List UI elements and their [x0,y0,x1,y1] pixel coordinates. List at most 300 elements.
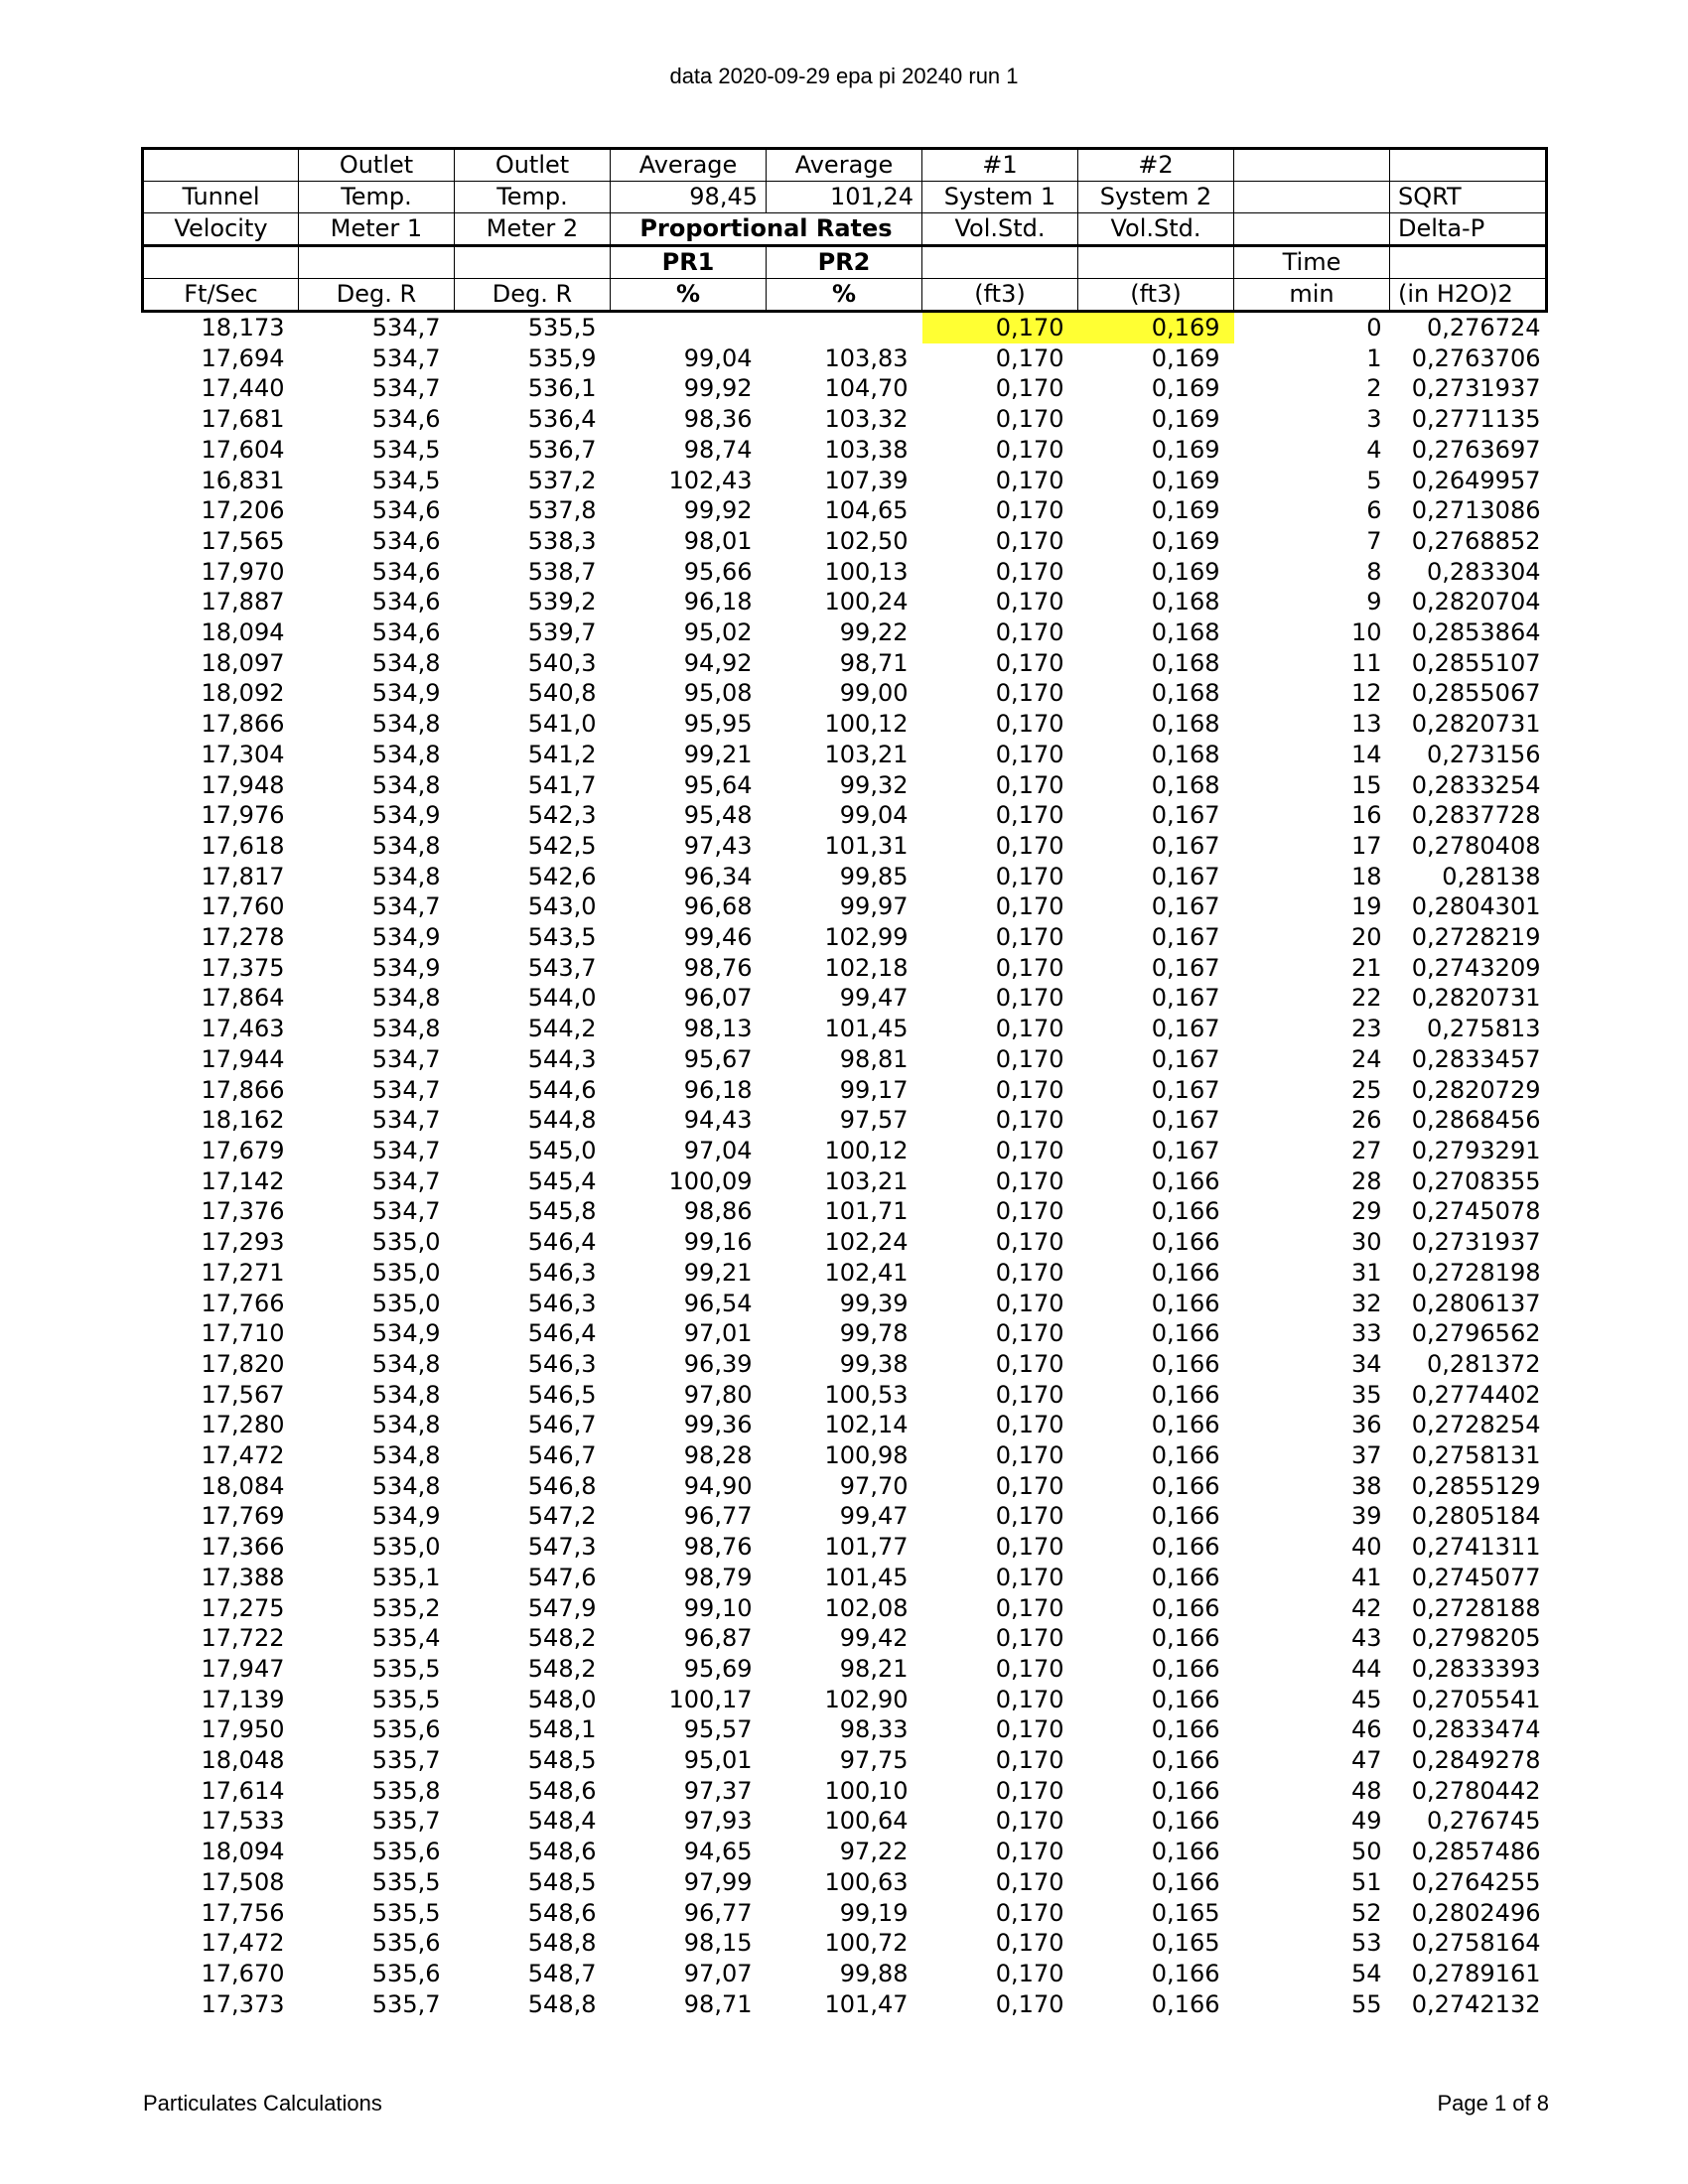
table-row [143,1014,1547,1044]
table-cell: 98,74 [683,435,753,464]
table-cell: 537,2 [527,466,597,494]
table-cell: 0,166 [1151,1228,1220,1257]
table-cell: 535,5 [371,1654,441,1683]
table-cell: 94,92 [683,648,753,677]
table-cell: 535,8 [371,1776,441,1805]
table-header [143,149,1547,312]
table-cell: 27 [1350,1136,1382,1164]
table-row [143,1501,1547,1532]
table-cell: 95,48 [683,801,753,830]
table-cell: 0,170 [995,648,1064,677]
table-cell: 19 [1350,892,1382,921]
table-cell: 99,85 [839,862,909,890]
header-cell: Deg. R [455,279,611,312]
table-cell: 542,5 [527,831,597,860]
table-cell: 548,8 [527,1929,597,1958]
table-cell: 547,2 [527,1502,597,1531]
table-cell: 17,304 [201,740,285,768]
table-cell: 39 [1350,1502,1382,1531]
table-cell: 534,7 [371,1044,441,1073]
table-cell: 0,170 [995,343,1064,372]
table-cell: 0,170 [995,405,1064,434]
table-row [143,343,1547,374]
table-cell: 0,170 [995,1989,1064,2018]
table-row [143,495,1547,526]
table-row [143,1380,1547,1411]
header-cell: Vol.Std. [1078,213,1234,246]
table-cell: 0,2849278 [1411,1746,1541,1775]
table-cell: 0,2731937 [1411,1228,1541,1257]
table-cell: 99,78 [839,1319,909,1348]
table-cell: 0,2758164 [1411,1929,1541,1958]
table-cell: 99,21 [683,1258,753,1287]
table-cell: 0,167 [1151,1044,1220,1073]
table-cell: 17,604 [201,435,285,464]
table-cell: 100,12 [824,710,909,739]
table-cell: 18 [1350,862,1382,890]
table-cell: 0,165 [1151,1898,1220,1927]
table-cell: 0,169 [1151,526,1220,555]
table-cell: 100,24 [824,588,909,616]
table-cell: 4 [1366,435,1382,464]
table-cell: 17,278 [201,923,285,952]
table-cell: 0,170 [995,1715,1064,1744]
table-cell: 40 [1350,1533,1382,1562]
table-row [143,1075,1547,1106]
table-cell: 0,166 [1151,1471,1220,1500]
table-cell: 95,57 [683,1715,753,1744]
table-cell: 46 [1350,1715,1382,1744]
table-cell: 548,2 [527,1624,597,1653]
table-row [143,770,1547,801]
data-table-wrapper [141,147,1545,2019]
table-cell: 17,766 [201,1289,285,1317]
table-cell: 536,1 [527,374,597,403]
table-cell: 97,70 [839,1471,909,1500]
table-cell: 98,01 [683,526,753,555]
table-cell: 30 [1350,1228,1382,1257]
table-cell: 99,92 [683,374,753,403]
table-cell: 0,170 [995,770,1064,799]
table-cell: 0,170 [995,1654,1064,1683]
table-cell: 102,08 [824,1593,909,1622]
table-cell: 0,2708355 [1411,1166,1541,1195]
table-cell: 0,166 [1151,1959,1220,1987]
table-row [143,1227,1547,1258]
header-cell: Velocity [143,213,299,246]
table-cell: 546,5 [527,1380,597,1409]
table-cell: 0,2705541 [1411,1685,1541,1713]
table-row [143,800,1547,831]
header-cell [299,246,455,279]
table-cell: 535,0 [371,1533,441,1562]
header-cell: Time [1234,246,1390,279]
highlighted-cell: 0,170 [922,312,1078,343]
table-cell: 17,817 [201,862,285,890]
table-row [143,891,1547,922]
table-row [143,1989,1547,2020]
table-cell: 103,21 [824,1166,909,1195]
table-cell: 0,167 [1151,862,1220,890]
table-cell: 548,2 [527,1654,597,1683]
table-cell: 0,2833457 [1411,1044,1541,1073]
table-cell: 0,170 [995,1959,1064,1987]
table-cell: 0,166 [1151,1166,1220,1195]
table-cell: 1 [1366,343,1382,372]
table-cell: 0,167 [1151,1136,1220,1164]
table-cell: 100,12 [824,1136,909,1164]
table-cell: 0 [1366,314,1382,341]
table-cell: 543,5 [527,923,597,952]
table-cell: 539,7 [527,618,597,647]
table-cell: 95,01 [683,1746,753,1775]
header-cell: min [1234,279,1390,312]
table-cell: 0,170 [995,1593,1064,1622]
table-cell: 0,2728219 [1411,923,1541,952]
header-cell: Meter 2 [455,213,611,246]
table-cell: 0,2857486 [1411,1838,1541,1866]
table-cell: 0,170 [995,1106,1064,1135]
table-row [143,1623,1547,1654]
table-cell: 534,7 [371,1166,441,1195]
table-cell: 16,831 [201,466,285,494]
table-cell: 99,22 [839,618,909,647]
table-cell: 0,170 [995,1807,1064,1836]
table-cell: 23 [1350,1015,1382,1043]
table-cell: 534,9 [371,923,441,952]
table-cell: 548,6 [527,1838,597,1866]
table-cell: 0,168 [1151,648,1220,677]
table-cell: 25 [1350,1075,1382,1104]
table-cell: 0,166 [1151,1654,1220,1683]
table-cell: 98,21 [839,1654,909,1683]
table-cell: 17,864 [201,984,285,1013]
table-cell: 98,81 [839,1044,909,1073]
header-cell: % [767,279,922,312]
table-cell: 0,166 [1151,1563,1220,1591]
header-cell [1234,149,1390,182]
table-cell: 17,388 [201,1563,285,1591]
table-cell: 534,6 [371,588,441,616]
table-row [143,1105,1547,1136]
table-cell: 96,54 [683,1289,753,1317]
table-cell: 0,2768852 [1411,526,1541,555]
table-cell: 0,281372 [1426,1349,1541,1378]
table-cell: 0,169 [1151,557,1220,586]
table-cell: 17,440 [201,374,285,403]
table-cell: 98,15 [683,1929,753,1958]
header-cell: Delta-P [1390,213,1547,246]
table-cell: 544,3 [527,1044,597,1073]
table-cell: 548,8 [527,1989,597,2018]
table-cell: 47 [1350,1746,1382,1775]
table-cell: 99,38 [839,1349,909,1378]
table-row [143,1318,1547,1349]
table-cell: 17,293 [201,1228,285,1257]
table-cell: 0,167 [1151,1106,1220,1135]
table-cell: 0,169 [1151,374,1220,403]
table-row [143,983,1547,1014]
table-cell: 542,3 [527,801,597,830]
table-cell: 534,7 [371,343,441,372]
table-cell: 0,170 [995,1349,1064,1378]
table-cell: 96,68 [683,892,753,921]
table-cell: 0,170 [995,1898,1064,1927]
table-cell: 104,65 [824,496,909,525]
table-cell: 0,275813 [1426,1015,1541,1043]
table-cell: 6 [1366,496,1382,525]
table-cell: 17,472 [201,1929,285,1958]
table-cell: 101,45 [824,1563,909,1591]
highlighted-cell: 0,169 [1078,312,1234,343]
table-cell: 17,820 [201,1349,285,1378]
table-cell: 9 [1366,588,1382,616]
table-cell: 99,21 [683,740,753,768]
table-cell: 0,170 [995,1197,1064,1226]
table-cell: 100,10 [824,1776,909,1805]
table-row [143,312,1547,343]
table-cell: 45 [1350,1685,1382,1713]
table-row [143,831,1547,862]
table-cell: 0,170 [995,1776,1064,1805]
table-cell: 535,5 [371,1867,441,1896]
table-cell: 102,18 [824,953,909,982]
table-cell: 0,166 [1151,1746,1220,1775]
table-cell: 547,6 [527,1563,597,1591]
table-cell: 0,169 [1151,466,1220,494]
header-cell [1234,182,1390,213]
table-cell: 17,769 [201,1502,285,1531]
table-cell: 20 [1350,923,1382,952]
table-cell: 0,2728198 [1411,1258,1541,1287]
table-cell: 0,170 [995,740,1064,768]
table-row [143,678,1547,709]
table-cell: 544,8 [527,1106,597,1135]
table-cell: 534,7 [371,374,441,403]
table-row [143,1258,1547,1289]
table-cell: 0,2745077 [1411,1563,1541,1591]
table-row [143,1349,1547,1380]
header-row-5 [143,279,1547,312]
table-cell: 534,6 [371,405,441,434]
table-cell: 0,2820704 [1411,588,1541,616]
table-row [143,1471,1547,1502]
table-cell: 0,170 [995,1258,1064,1287]
table-cell: 546,7 [527,1441,597,1470]
table-cell: 0,2780408 [1411,831,1541,860]
table-cell: 16 [1350,801,1382,830]
table-cell: 0,2868456 [1411,1106,1541,1135]
table-cell: 99,39 [839,1289,909,1317]
table-cell: 103,32 [824,405,909,434]
table-cell: 101,71 [824,1197,909,1226]
table-row [143,740,1547,770]
table-cell: 0,2743209 [1411,953,1541,982]
header-cell [455,246,611,279]
table-cell: 0,170 [995,1015,1064,1043]
table-cell: 102,41 [824,1258,909,1287]
table-cell: 100,63 [824,1867,909,1896]
header-cell: Outlet [299,149,455,182]
table-cell: 41 [1350,1563,1382,1591]
table-cell: 96,34 [683,862,753,890]
table-cell: 0,2774402 [1411,1380,1541,1409]
table-cell: 546,3 [527,1349,597,1378]
table-cell: 18,084 [201,1471,285,1500]
table-cell: 535,5 [371,1898,441,1927]
table-cell: 534,8 [371,984,441,1013]
table-cell: 535,0 [371,1228,441,1257]
header-cell: % [611,279,767,312]
table-cell: 24 [1350,1044,1382,1073]
table-row [143,1196,1547,1227]
table-cell: 18,092 [201,679,285,708]
table-cell: 534,7 [371,1197,441,1226]
table-cell: 0,273156 [1426,740,1541,768]
table-cell: 0,2804301 [1411,892,1541,921]
table-cell: 0,170 [995,1502,1064,1531]
table-cell: 99,47 [839,1502,909,1531]
table-cell: 538,7 [527,557,597,586]
table-row [143,587,1547,617]
table-cell: 540,8 [527,679,597,708]
table-row [143,1928,1547,1959]
table-row [143,557,1547,588]
table-cell: 546,4 [527,1228,597,1257]
table-cell: 541,0 [527,710,597,739]
table-cell: 0,166 [1151,1349,1220,1378]
table-cell: 49 [1350,1807,1382,1836]
header-cell: PR2 [767,246,922,279]
header-cell [143,246,299,279]
table-row [143,1654,1547,1685]
table-cell: 0,170 [995,1319,1064,1348]
table-cell: 0,2798205 [1411,1624,1541,1653]
table-cell: 534,8 [371,770,441,799]
table-cell: 0,168 [1151,588,1220,616]
table-cell: 0,2731937 [1411,374,1541,403]
table-cell: 0,2833254 [1411,770,1541,799]
table-cell: 17,565 [201,526,285,555]
table-cell: 96,07 [683,984,753,1013]
table-cell: 99,47 [839,984,909,1013]
table-cell: 0,2805184 [1411,1502,1541,1531]
table-cell: 17,271 [201,1258,285,1287]
table-cell: 34 [1350,1349,1382,1378]
table-cell: 17,206 [201,496,285,525]
table-cell: 107,39 [824,466,909,494]
table-cell: 534,8 [371,1015,441,1043]
table-cell: 32 [1350,1289,1382,1317]
table-cell: 0,170 [995,892,1064,921]
table-cell: 5 [1366,466,1382,494]
table-cell: 95,95 [683,710,753,739]
table-cell: 100,64 [824,1807,909,1836]
table-cell: 0,166 [1151,1441,1220,1470]
table-cell: 94,43 [683,1106,753,1135]
table-cell: 535,6 [371,1838,441,1866]
table-cell: 0,170 [995,801,1064,830]
proportional-rates-header: Proportional Rates [611,213,922,246]
table-cell: 0,167 [1151,953,1220,982]
table-cell: 0,167 [1151,1015,1220,1043]
table-cell: 17,670 [201,1959,285,1987]
table-cell: 54 [1350,1959,1382,1987]
table-cell: 99,00 [839,679,909,708]
table-row [143,862,1547,892]
table-cell: 12 [1350,679,1382,708]
table-cell: 534,9 [371,1502,441,1531]
table-cell: 544,2 [527,1015,597,1043]
table-cell: 18,094 [201,1838,285,1866]
table-cell: 37 [1350,1441,1382,1470]
table-cell: 99,16 [683,1228,753,1257]
table-cell: 0,2793291 [1411,1136,1541,1164]
header-row-4 [143,246,1547,279]
header-cell: Ft/Sec [143,279,299,312]
table-cell: 535,4 [371,1624,441,1653]
header-cell: Deg. R [299,279,455,312]
header-cell: (ft3) [922,279,1078,312]
table-cell: 18,097 [201,648,285,677]
table-cell: 534,5 [371,435,441,464]
table-cell: 96,39 [683,1349,753,1378]
table-cell: 538,3 [527,526,597,555]
table-row [143,1959,1547,1989]
header-cell [1078,246,1234,279]
table-row [143,1867,1547,1898]
table-row [143,922,1547,953]
table-row [143,1685,1547,1715]
table-cell: 7 [1366,526,1382,555]
table-cell: 13 [1350,710,1382,739]
table-cell: 534,9 [371,679,441,708]
table-cell: 535,6 [371,1715,441,1744]
table-cell: 17,567 [201,1380,285,1409]
table-cell: 100,09 [668,1166,753,1195]
header-cell: Temp. [299,182,455,213]
table-cell: 8 [1366,557,1382,586]
table-cell: 0,170 [995,1867,1064,1896]
table-cell: 0,170 [995,1533,1064,1562]
table-cell: 0,170 [995,526,1064,555]
table-row [143,1837,1547,1867]
table-cell: 0,2771135 [1411,405,1541,434]
table-cell: 0,2741311 [1411,1533,1541,1562]
table-cell: 534,7 [371,314,441,341]
table-cell: 0,167 [1151,892,1220,921]
table-cell: 95,64 [683,770,753,799]
table-cell: 0,170 [995,557,1064,586]
table-cell: 97,93 [683,1807,753,1836]
table-cell: 534,8 [371,831,441,860]
table-cell: 102,14 [824,1411,909,1439]
table-body [143,312,1547,2020]
table-cell: 0,169 [1151,343,1220,372]
table-cell: 548,4 [527,1807,597,1836]
header-cell: Vol.Std. [922,213,1078,246]
table-cell: 547,3 [527,1533,597,1562]
table-cell: 0,166 [1151,1624,1220,1653]
table-cell: 94,90 [683,1471,753,1500]
table-row [143,1563,1547,1593]
table-cell: 535,5 [371,1685,441,1713]
table-cell: 0,166 [1151,1807,1220,1836]
table-cell: 36 [1350,1411,1382,1439]
table-cell: 534,9 [371,953,441,982]
table-cell: 17,679 [201,1136,285,1164]
table-cell: 534,9 [371,801,441,830]
